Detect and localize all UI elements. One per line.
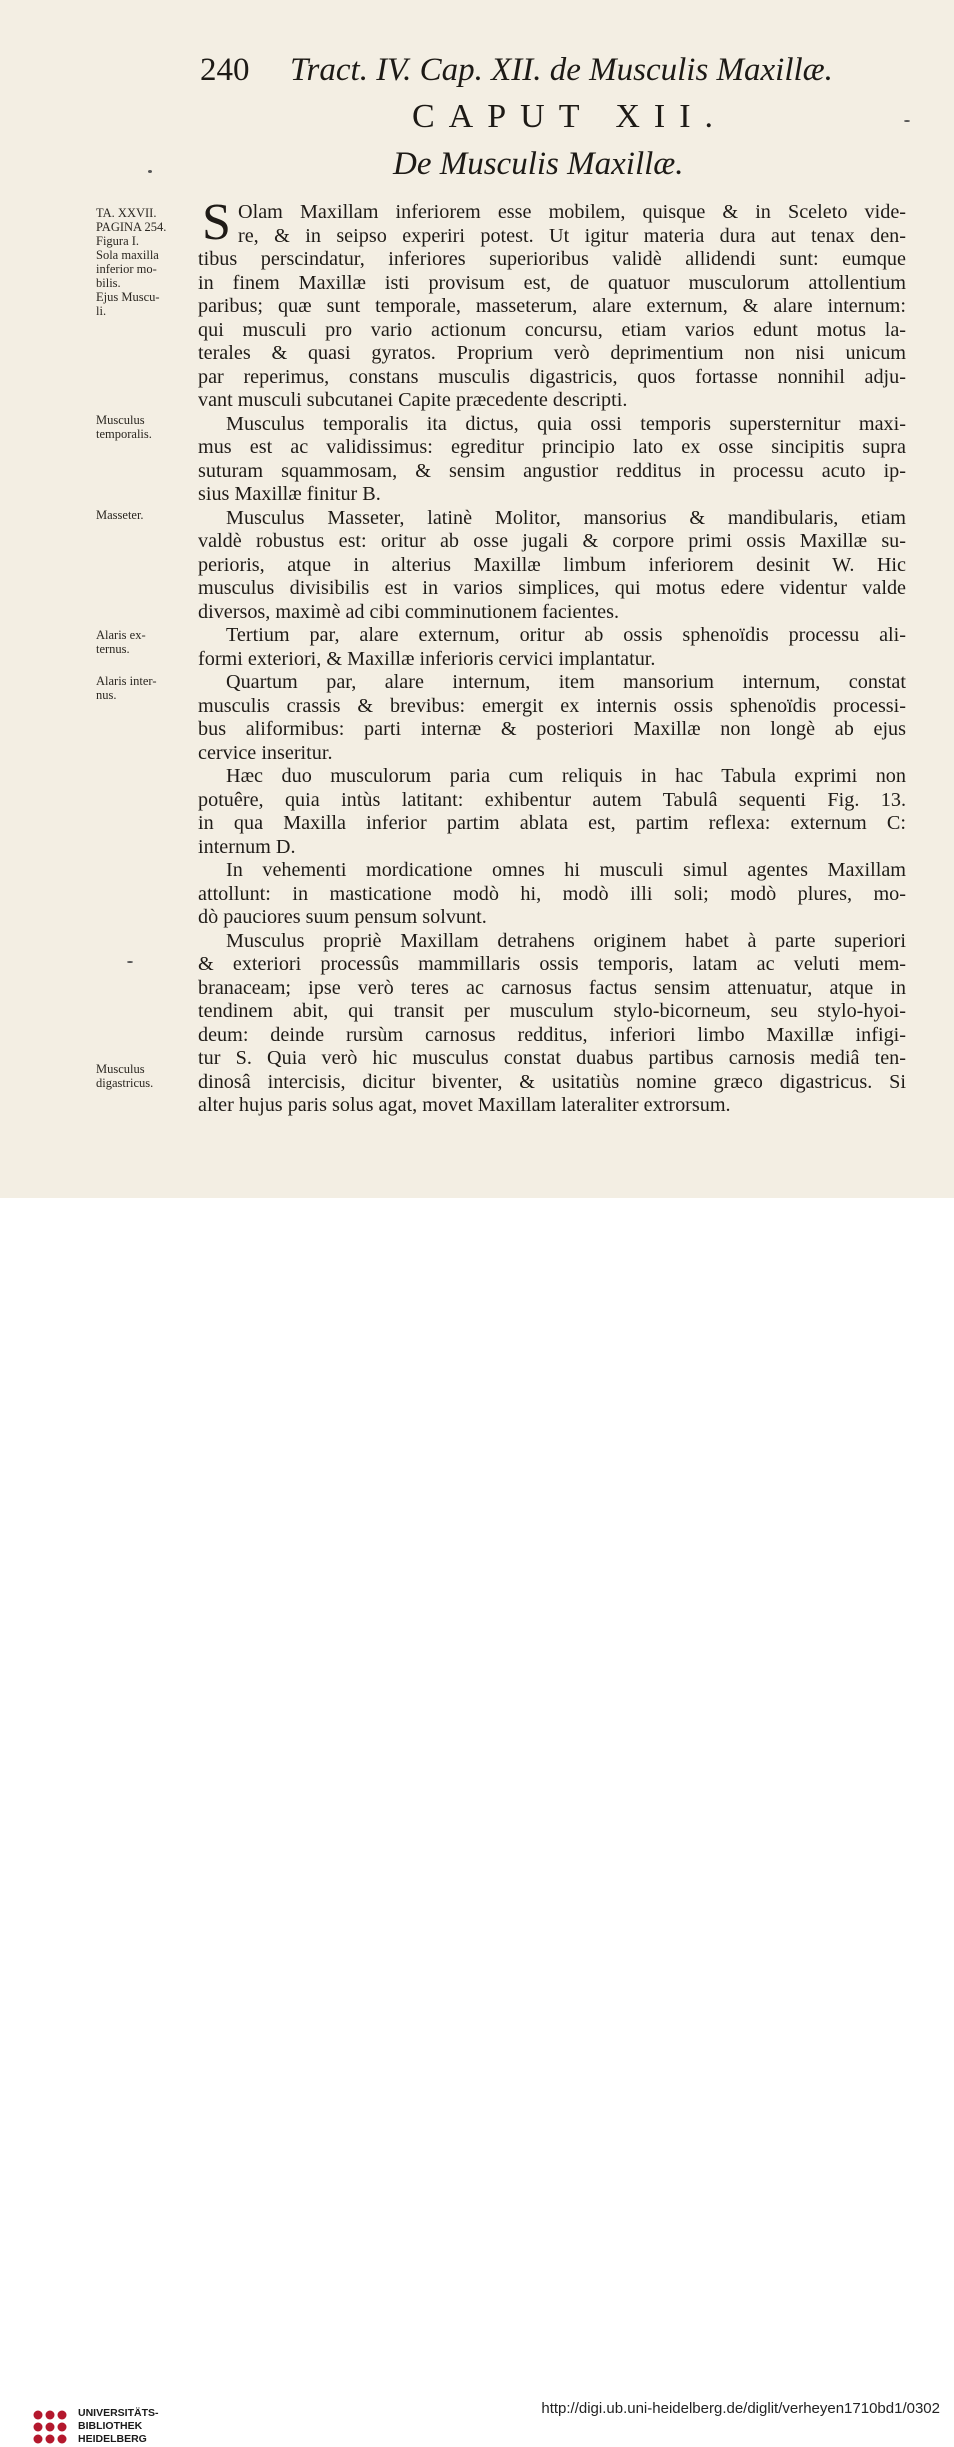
- scanned-page: [0, 0, 954, 1198]
- text-line: in finem Maxillæ isti provisum est, de quatuor musculorum attollentium: [198, 271, 906, 294]
- text-line: Olam Maxillam inferiorem esse mobilem, quisque & in Sceleto vide-: [238, 201, 906, 223]
- text-line: qui musculi pro vario actionum concursu, etiam varios edunt motus la-: [198, 318, 906, 341]
- margin-note-digastricus: [96, 1062, 192, 1090]
- page-number: 240: [200, 52, 250, 88]
- text-line: terales & quasi gyratos. Proprium verò deprimentium non nisi unicum: [198, 342, 906, 364]
- library-name-line: UNIVERSITÄTS-: [78, 2407, 159, 2419]
- text-line: Tertium par, alare externum, oritur ab ossis sphenoïdis processu ali-: [226, 624, 906, 646]
- margin-line: digastricus.: [96, 1076, 154, 1090]
- text-line: musculus divisibilis est in varios simplices, qui motus edere videntur valde: [198, 577, 906, 599]
- margin-line: bilis.: [96, 276, 121, 290]
- text-line: tendinem abit, qui transit per musculum stylo-bicorneum, seu stylo-hyoi-: [198, 1000, 906, 1022]
- library-name-line: BIBLIOTHEK: [78, 2420, 143, 2432]
- text-line: re, & in seipso experiri potest. Ut igitur materia dura aut tenax den-: [238, 224, 906, 247]
- margin-line: Masseter.: [96, 508, 144, 522]
- text-line: diversos, maximè ad cibi comminutionem facientes.: [198, 600, 620, 623]
- margin-line: Figura I.: [96, 234, 140, 248]
- text-line: Musculus propriè Maxillam detrahens originem habet à parte superiori: [226, 929, 906, 952]
- text-line: cervice inseritur.: [198, 741, 333, 764]
- margin-note-table-ref: [96, 206, 192, 318]
- text-line: potuêre, quia intùs latitant: exhibentur autem Tabulâ sequenti Fig. 13.: [198, 788, 906, 811]
- text-line: Musculus Masseter, latinè Molitor, mansorius & mandibularis, etiam: [226, 506, 906, 529]
- margin-line: Musculus: [96, 1062, 145, 1076]
- text-line: formi exteriori, & Maxillæ inferioris cervici implantatur.: [198, 647, 656, 670]
- text-line: dinosâ intercisis, dicitur biventer, & usitatiùs nomine græco digastricus. Si: [198, 1070, 906, 1093]
- university-library-logo-icon: [30, 2407, 70, 2447]
- margin-line: inferior mo-: [96, 262, 157, 276]
- text-line: Quartum par, alare internum, item mansorium internum, constat: [226, 671, 906, 693]
- scan-speck: [127, 961, 133, 963]
- scan-speck: [148, 170, 152, 173]
- text-line: alter hujus paris solus agat, movet Maxillam lateraliter extrorsum.: [198, 1094, 731, 1116]
- text-line: sius Maxillæ finitur B.: [198, 483, 381, 505]
- text-line: mus est ac validissimus: egreditur principio lato ex osse sincipitis supra: [198, 436, 906, 458]
- scan-speck: [904, 120, 910, 122]
- margin-line: Sola maxilla: [96, 248, 159, 262]
- margin-note-masseter: [96, 508, 192, 522]
- text-line: musculis crassis & brevibus: emergit ex internis ossis sphenoïdis processi-: [198, 694, 906, 717]
- text-line: Hæc duo musculorum paria cum reliquis in hac Tabula exprimi non: [226, 765, 906, 787]
- subtitle-text: De Musculis Maxillæ.: [393, 146, 684, 182]
- text-line: suturam squammosam, & sensim angustior redditus in processu acuto ip-: [198, 459, 906, 482]
- text-line: in qua Maxilla inferior partim ablata est, partim reflexa: externum C:: [198, 812, 906, 834]
- text-line: tur S. Quia verò hic musculus constat duabus partibus carnosis mediâ ten-: [198, 1047, 906, 1069]
- text-line: deum: deinde rursùm carnosus redditus, inferiori limbo Maxillæ infigi-: [198, 1023, 906, 1046]
- text-line: tibus perscindatur, inferiores superioribus validè allidendi sunt: eumque: [198, 248, 906, 270]
- text-line: perioris, atque in alterius Maxillæ limbum inferiorem desinit W. Hic: [198, 553, 906, 576]
- margin-line: PAGINA 254.: [96, 220, 167, 234]
- text-line: In vehementi mordicatione omnes hi musculi simul agentes Maxillam: [226, 859, 906, 881]
- chapter-title: CAPUT XII.: [412, 98, 728, 135]
- body-text: [198, 194, 906, 1118]
- text-line: valdè robustus est: oritur ab osse jugali & corpore primi ossis Maxillæ su-: [198, 530, 906, 552]
- margin-line: TA. XXVII.: [96, 206, 157, 220]
- margin-line: Alaris ex-: [96, 628, 146, 642]
- text-line: par reperimus, constans musculis digastricis, quos fortasse nonnihil adju-: [198, 365, 906, 388]
- margin-line: Ejus Muscu-: [96, 290, 160, 304]
- margin-line: li.: [96, 304, 107, 318]
- running-title: Tract. IV. Cap. XII. de Musculis Maxillæ.: [290, 52, 833, 88]
- source-url[interactable]: http://digi.ub.uni-heidelberg.de/diglit/verheyen1710bd1/0302: [541, 2400, 940, 2417]
- margin-note-temporalis: [96, 413, 192, 441]
- margin-line: Musculus: [96, 413, 145, 427]
- text-line: branaceam; ipse verò teres ac carnosus factus sensim attenuatur, atque in: [198, 976, 906, 999]
- library-name-line: HEIDELBERG: [78, 2433, 147, 2445]
- margin-line: ternus.: [96, 642, 130, 656]
- margin-line: temporalis.: [96, 427, 152, 441]
- margin-line: nus.: [96, 688, 117, 702]
- text-line: attollunt: in masticatione modò hi, modò illi soli; modò plures, mo-: [198, 882, 906, 905]
- text-line: Musculus temporalis ita dictus, quia ossi temporis supersternitur maxi-: [226, 412, 906, 435]
- margin-line: Alaris inter-: [96, 674, 157, 688]
- margin-note-alaris-externus: [96, 628, 192, 656]
- text-line: internum D.: [198, 835, 296, 858]
- text-line: paribus; quæ sunt temporale, masseterum, alare externum, & alare internum:: [198, 295, 906, 317]
- library-name: [78, 2407, 159, 2446]
- text-line: dò pauciores suum pensum solvunt.: [198, 906, 487, 928]
- footer-bar: [0, 1198, 954, 2445]
- text-line: vant musculi subcutanei Capite præcedente descripti.: [198, 389, 628, 411]
- text-line: & exteriori processûs mammillaris ossis temporis, latam ac veluti mem-: [198, 953, 906, 975]
- text-line: bus aliformibus: parti internæ & posteriori Maxillæ non longè ab ejus: [198, 718, 906, 740]
- margin-note-alaris-internus: [96, 674, 192, 702]
- drop-cap: S: [202, 194, 231, 251]
